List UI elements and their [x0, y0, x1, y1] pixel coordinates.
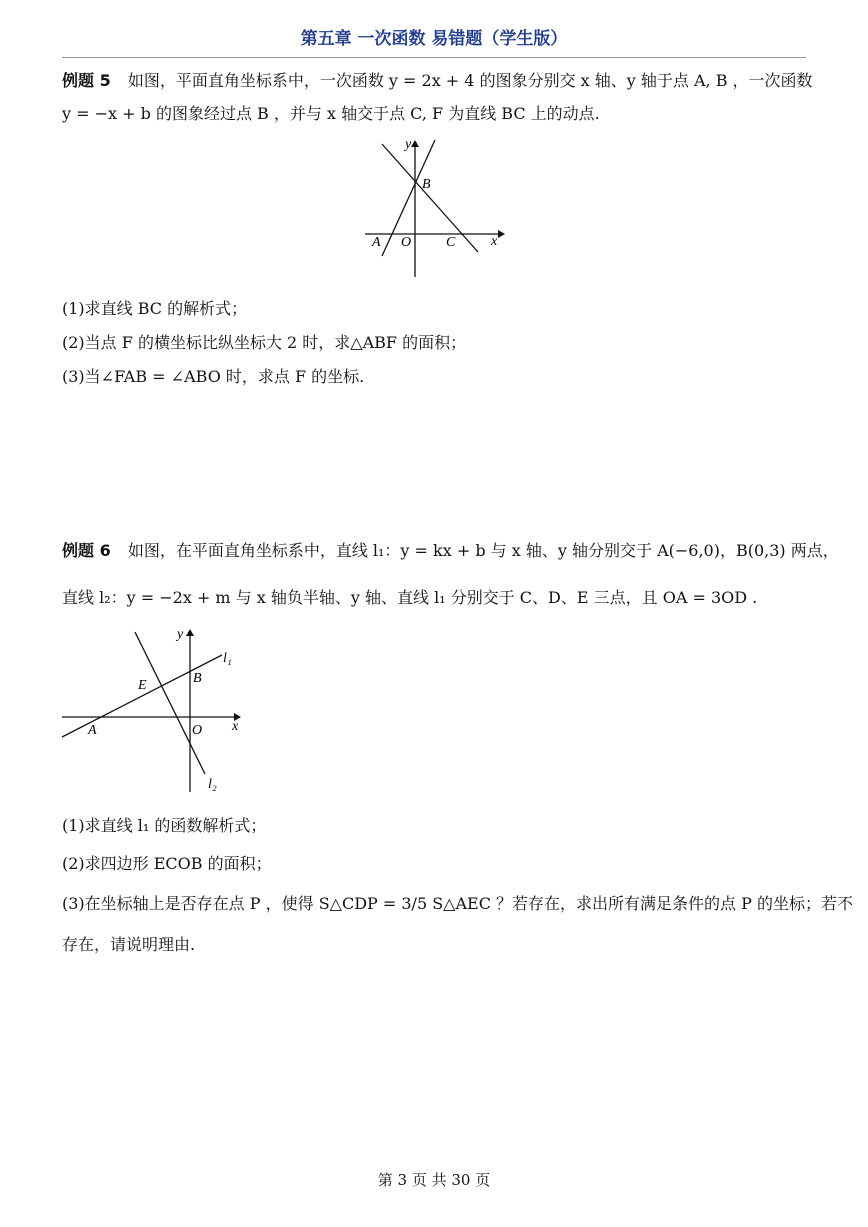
example6-question2: (2)求四边形 ECOB 的面积；: [62, 854, 272, 873]
example6-question1: (1)求直线 l₁ 的函数解析式；: [62, 816, 267, 835]
fig6-label-o: O: [192, 723, 203, 738]
header-divider: [62, 57, 806, 58]
example5-question1: (1)求直线 BC 的解析式；: [62, 299, 248, 318]
fig6-label-b: B: [193, 671, 202, 686]
line-bc: [382, 144, 478, 252]
example6-question3-continued: 存在，请说明理由.: [62, 935, 196, 954]
fig6-label-l2: l₂: [208, 777, 217, 792]
example5-figure: [360, 132, 510, 282]
example5-text-line1: 如图，平面直角坐标系中，一次函数 y = 2x + 4 的图象分别交 x 轴、y 轴于点 A, B ，一次函数: [127, 71, 813, 90]
example5-line1: [62, 70, 813, 92]
fig5-label-x: x: [491, 234, 498, 249]
fig6-label-x: x: [232, 719, 239, 734]
example5-question2: (2)当点 F 的横坐标比纵坐标大 2 时，求△ABF 的面积；: [62, 333, 467, 352]
example6-question3: (3)在坐标轴上是否存在点 P ，使得 S△CDP = 3/5 S△AEC ？若存在，求出所有满足条件的点 P 的坐标；若不: [62, 894, 853, 913]
x-axis-arrow: [498, 230, 505, 238]
fig5-label-b: B: [422, 177, 431, 192]
y-axis-arrow: [411, 140, 419, 147]
example6-text-line2: 直线 l₂：y = −2x + m 与 x 轴负半轴、y 轴、直线 l₁ 分别交于 C、D、E 三点，且 OA = 3OD .: [62, 588, 758, 607]
fig6-label-l1: l₁: [223, 651, 232, 666]
example6-text-line1: 如图，在平面直角坐标系中，直线 l₁：y = kx + b 与 x 轴、y 轴分别交于 A(−6,0)，B(0,3) 两点，: [127, 541, 839, 560]
fig5-label-c: C: [446, 235, 456, 250]
page-number: 第 3 页 共 30 页: [377, 1171, 491, 1189]
example6-label: 例题 6: [62, 541, 111, 560]
y-axis-arrow: [186, 629, 194, 636]
fig5-label-y: y: [405, 137, 412, 152]
example6-figure: [60, 622, 250, 797]
fig6-label-y: y: [177, 627, 184, 642]
example5-text-line2: y = −x + b 的图象经过点 B ，并与 x 轴交于点 C, F 为直线 BC 上的动点.: [62, 104, 600, 123]
page-header-title: 第五章 一次函数 易错题（学生版）: [300, 29, 568, 49]
fig5-label-o: O: [401, 235, 412, 250]
fig6-label-e: E: [138, 678, 147, 693]
fig5-label-a: A: [372, 235, 381, 250]
example5-label: 例题 5: [62, 71, 111, 90]
line-l2: [135, 632, 205, 774]
example5-question3: (3)当∠FAB = ∠ABO 时，求点 F 的坐标.: [62, 367, 365, 386]
fig6-label-a: A: [88, 723, 97, 738]
example6-line1: [62, 540, 839, 562]
